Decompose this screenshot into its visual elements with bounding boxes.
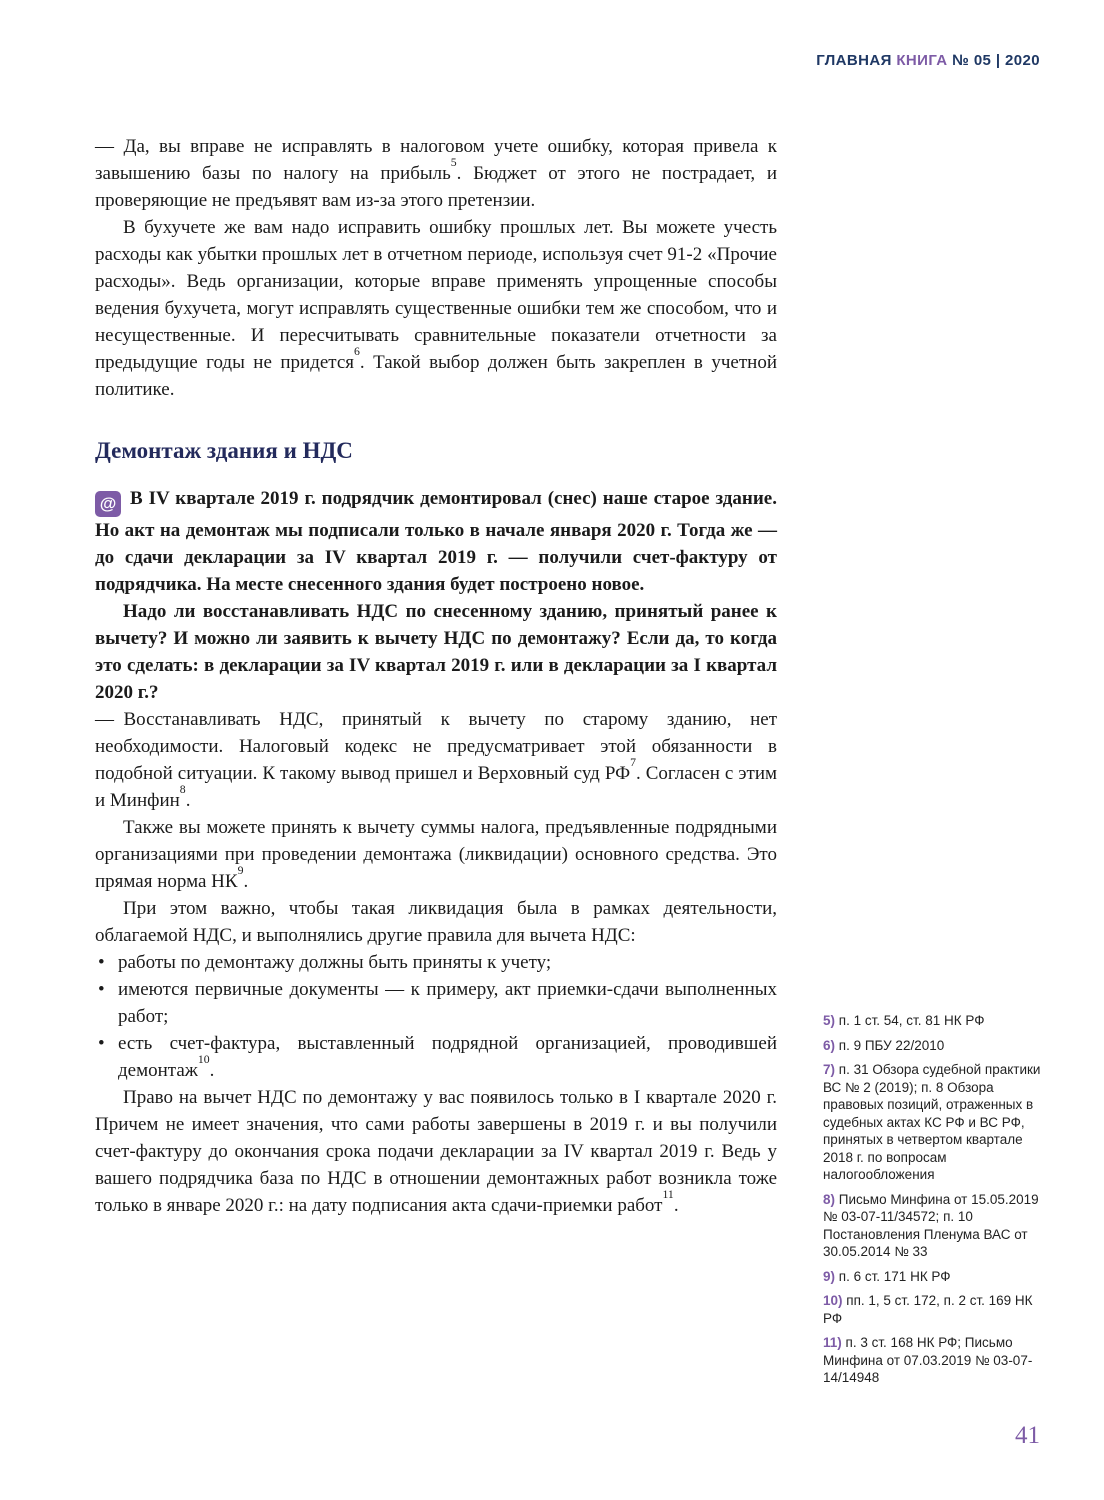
footnote-number: 8) xyxy=(823,1191,836,1207)
footnote-number: 6) xyxy=(823,1037,836,1053)
footnote-text: п. 1 ст. 54, ст. 81 НК РФ xyxy=(838,1013,985,1028)
footnote-number: 7) xyxy=(823,1062,836,1077)
reader-question-text-1: В IV квартале 2019 г. подрядчик демонтировал (снес) наше старое здание. Но акт на демонтаж мы подписали только в начале января 2020 г. Тогда же — до сдачи декларации за IV квартал 2019 г. — получили счет-фактуру от подрядчика. На месте снесенного здания будет построено новое. xyxy=(95,488,777,595)
footnote-text: п. 6 ст. 171 НК РФ xyxy=(838,1268,951,1284)
footnote-number: 10) xyxy=(823,1293,843,1308)
footnote xyxy=(823,1012,1043,1030)
page-header xyxy=(816,52,1040,69)
footnote-text: п. 9 ПБУ 22/2010 xyxy=(838,1037,945,1053)
vat-deduction-conditions-list xyxy=(95,949,777,1084)
page-number: 41 xyxy=(1015,1422,1040,1449)
brand-name-primary: ГЛАВНАЯ xyxy=(816,52,892,69)
reader-question-paragraph-2: Надо ли восстанавливать НДС по снесенному зданию, принятый ранее к вычету? И можно ли заявить к вычету НДС по демонтажу? Если да, то когда это сделать: в декларации за IV квартал 2019 г. или в декларации за I квартал 2020 г.? xyxy=(95,601,777,703)
issue-number: № 05 | 2020 xyxy=(952,52,1040,69)
footnote-number: 11) xyxy=(823,1335,842,1350)
answer-paragraph-2: Также вы можете принять к вычету суммы налога, предъявленные подрядными организациями при проведении демонтажа (ликвидации) основного средства. Это прямая норма $НК^9$. xyxy=(95,817,777,892)
footnote-text: Письмо Минфина от 15.05.2019 № 03-07-11/34572; п. 10 Постановления Пленума ВАС от 30.05.2014 № 33 xyxy=(823,1191,1039,1259)
footnote xyxy=(823,1292,1043,1327)
article-body xyxy=(95,133,777,1219)
footnote-text: п. 31 Обзора судебной практики ВС № 2 (2019); п. 8 Обзора правовых позиций, отраженных в судебных актах КС РФ и ВС РФ, принятых в четвертом квартале 2018 г. по вопросам налогообложения xyxy=(823,1062,1041,1182)
footnote xyxy=(823,1037,1043,1055)
bullet-item: • работы по демонтажу должны быть приняты к учету; xyxy=(95,949,777,976)
reader-question-paragraph-1 xyxy=(95,485,777,598)
closing-paragraph: Право на вычет НДС по демонтажу у вас появилось только в I квартале 2020 г. Причем не имеет значения, что сами работы завершены в 2019 г. и вы получили счет-фактуру до окончания срока подачи декларации за IV квартал 2019 г. Ведь у вашего подрядчика база по НДС в отношении демонтажных работ возникла тоже только в январе 2020 г.: на дату подписания акта сдачи-приемки работ$^{11}$. xyxy=(95,1087,777,1216)
footnotes-sidebar xyxy=(823,1012,1043,1394)
section-title: Демонтаж здания и НДС xyxy=(95,438,353,463)
reader-question-icon xyxy=(95,491,121,517)
footnote xyxy=(823,1191,1043,1261)
footnote-text: п. 3 ст. 168 НК РФ; Письмо Минфина от 07.03.2019 № 03-07-14/14948 xyxy=(823,1335,1033,1385)
footnote-text: пп. 1, 5 ст. 172, п. 2 ст. 169 НК РФ xyxy=(823,1293,1033,1326)
bullet-item: • есть счет-фактура, выставленный подрядной организацией, проводившей демонтаж$^{10}$. xyxy=(95,1030,777,1084)
intro-paragraph-1: — Да, вы вправе не исправлять в налоговом учете ошибку, которая привела к завышению базы по налогу на прибыль$^5$. Бюджет от этого не пострадает, и проверяющие не предъявят вам из-за этого претензии. xyxy=(95,136,777,211)
footnote-number: 5) xyxy=(823,1013,836,1028)
at-glyph: @ xyxy=(99,494,117,513)
intro-paragraph-2: В бухучете же вам надо исправить ошибку прошлых лет. Вы можете учесть расходы как убытки прошлых лет в отчетном периоде, используя счет 91-2 «Прочие расходы». Ведь организации, которые вправе применять упрощенные способы ведения бухучета, могут исправлять существенные ошибки тем же способом, что и несущественные. И пересчитывать сравнительные показатели отчетности за предыдущие годы не придется$^6$. Такой выбор должен быть закреплен в учетной политике. xyxy=(95,217,777,400)
footnote xyxy=(823,1334,1043,1387)
answer-paragraph-1: — Восстанавливать НДС, принятый к вычету по старому зданию, нет необходимости. Налоговый кодекс не предусматривает этой обязанности в подобной ситуации. К такому вывод пришел и Верховный суд $РФ^7$. Согласен с этим и Минфин$^8$. xyxy=(95,709,778,811)
footnote-number: 9) xyxy=(823,1268,836,1284)
footnote xyxy=(823,1061,1043,1184)
footnote xyxy=(823,1268,1043,1286)
answer-paragraph-3: При этом важно, чтобы такая ликвидация была в рамках деятельности, облагаемой НДС, и выполнялись другие правила для вычета НДС: xyxy=(95,898,777,946)
bullet-item: • имеются первичные документы — к примеру, акт приемки-сдачи выполненных работ; xyxy=(95,976,777,1030)
brand-name-accent: КНИГА xyxy=(896,52,948,69)
